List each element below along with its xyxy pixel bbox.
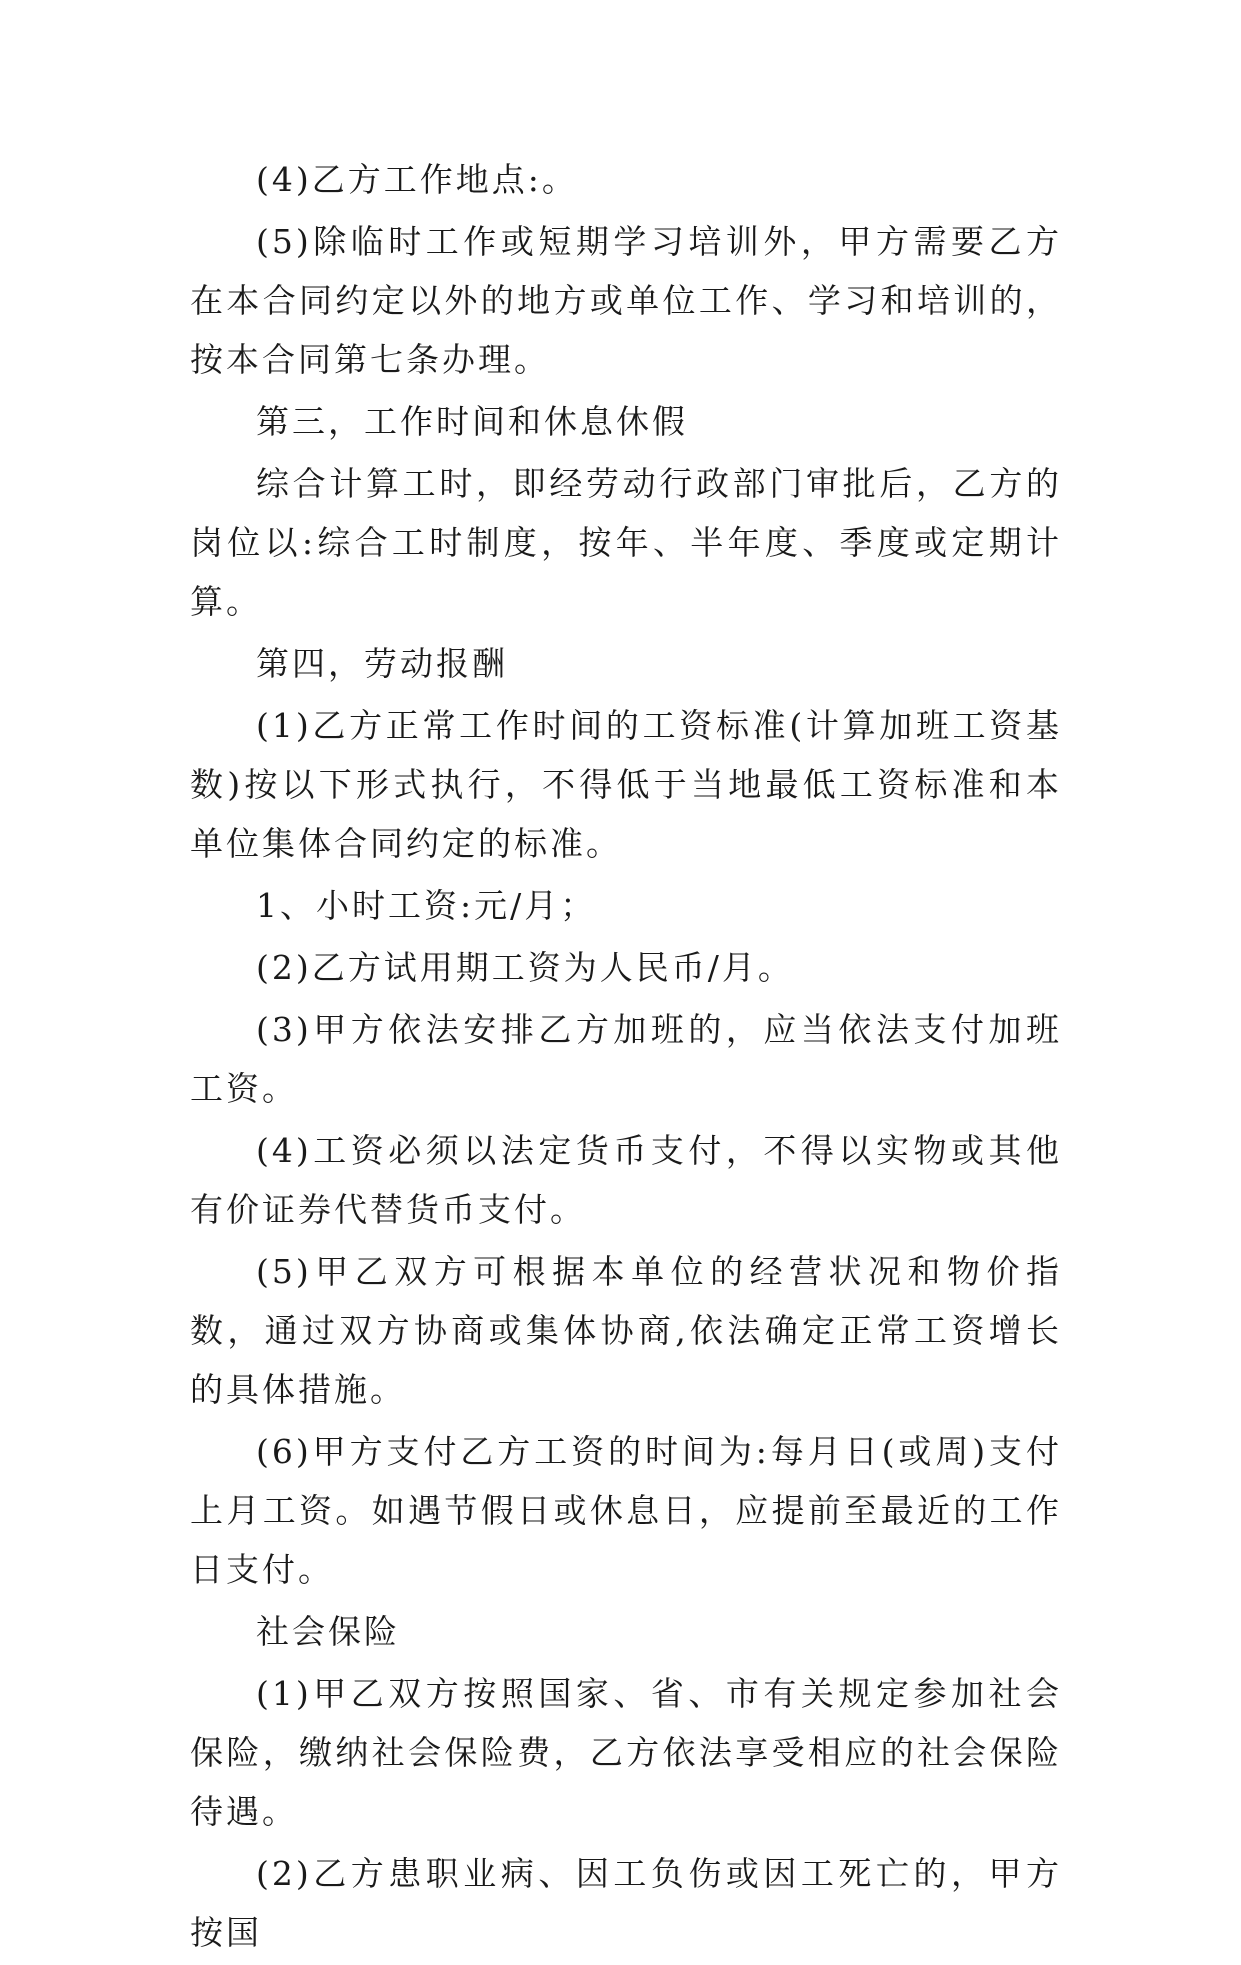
- paragraph-overtime-pay: (3)甲方依法安排乙方加班的，应当依法支付加班工资。: [190, 1010, 1062, 1108]
- paragraph-insurance-participation: (1)甲乙双方按照国家、省、市有关规定参加社会保险，缴纳社会保险费，乙方依法享受相应的社会保险待遇。: [190, 1674, 1062, 1831]
- paragraph-legal-currency: (4)工资必须以法定货币支付，不得以实物或其他有价证券代替货币支付。: [190, 1131, 1062, 1229]
- paragraph-hourly-wage: 1、小时工资:元/月；: [256, 886, 597, 925]
- paragraph-occupational-injury: (2)乙方患职业病、因工负伤或因工死亡的，甲方按国: [190, 1854, 1062, 1952]
- paragraph-offsite-work: (5)除临时工作或短期学习培训外，甲方需要乙方在本合同约定以外的地方或单位工作、学习和培训的，按本合同第七条办理。: [190, 222, 1062, 379]
- paragraph-payment-time: (6)甲方支付乙方工资的时间为:每月日(或周)支付上月工资。如遇节假日或休息日，应提前至最近的工作日支付。: [190, 1432, 1062, 1589]
- section-heading-remuneration: 第四，劳动报酬: [256, 644, 508, 683]
- document-body: [190, 150, 1062, 1965]
- paragraph-work-location: (4)乙方工作地点:。: [256, 160, 578, 199]
- section-heading-working-hours: 第三，工作时间和休息休假: [256, 402, 688, 441]
- paragraph-wage-standard: (1)乙方正常工作时间的工资标准(计算加班工资基数)按以下形式执行，不得低于当地最低工资标准和本单位集体合同约定的标准。: [190, 706, 1062, 863]
- paragraph-comprehensive-hours: 综合计算工时，即经劳动行政部门审批后，乙方的岗位以:综合工时制度，按年、半年度、季度或定期计算。: [190, 464, 1062, 621]
- paragraph-wage-growth: (5)甲乙双方可根据本单位的经营状况和物价指数，通过双方协商或集体协商,依法确定正常工资增长的具体措施。: [190, 1252, 1062, 1409]
- section-heading-social-insurance: 社会保险: [256, 1612, 400, 1651]
- paragraph-probation-wage: (2)乙方试用期工资为人民币/月。: [256, 948, 794, 987]
